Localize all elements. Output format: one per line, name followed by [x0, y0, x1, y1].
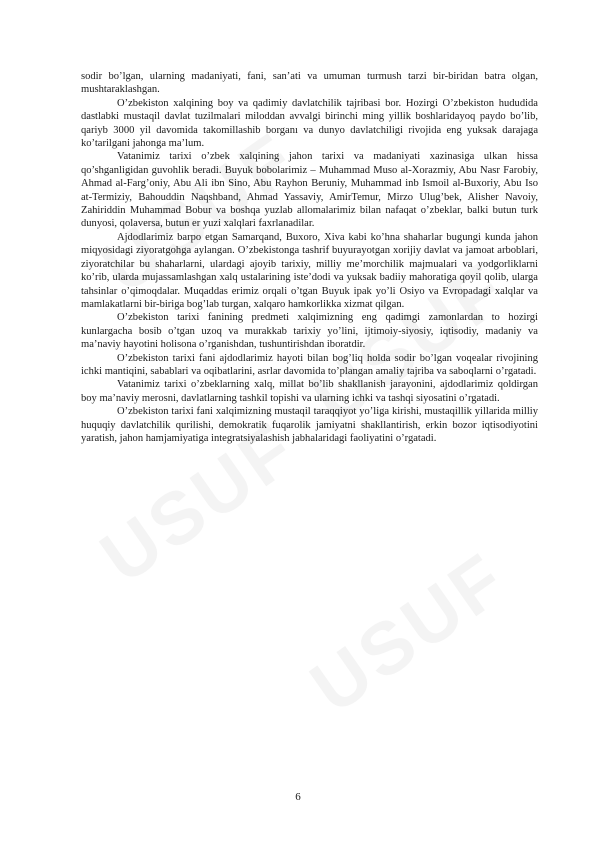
- watermark: [295, 535, 522, 729]
- page-body: [81, 70, 538, 445]
- paragraph: O’zbekiston tarixi fani xalqimizning mustaqil taraqqiyot yo’liga kirishi, mustaqillik yillarida milliy huquqiy davlatchilik qurilishi, demokratik fuqarolik jamiyatni shakllantirish, erkin bozor iqtisodiyotini yaratish, jahon hamjamiyatiga integratsiyalashish jabhalaridagi faoliyatini o’rgatadi.: [81, 406, 538, 444]
- paragraph: O’zbekiston xalqining boy va qadimiy davlatchilik tajribasi bor. Hozirgi O’zbekiston hududida dastlabki mustaqil davlat tuzilmalari miloddan avvalgi birinchi ming yillik boshlaridayoq paydo bo’lib, qariyb 3000 yil davomida takomillashib borganı va dunyo davlatchiligi rivojida eng yuksak darajaga ko’tarilgani jahonga ma’lum.: [81, 97, 538, 150]
- paragraph: sodir bo’lgan, ularning madaniyati, fani, san’ati va umuman turmush tarzi bir-biridan batra olgan, mushtaraklashgan.: [81, 71, 538, 96]
- paragraph: O’zbekiston tarixi fani ajdodlarimiz hayoti bilan bog’liq holda sodir bo’lgan voqealar rivojining ichki mantiqini, sabablari va oqibatlarini, asrlar davomida to’plangan amaliy tajriba va saboqlarni o’rgatadi.: [81, 352, 538, 377]
- paragraph: Ajdodlarimiz barpo etgan Samarqand, Buxoro, Xiva kabi ko’hna shaharlar bugungi kunda jahon miqyosidagi ziyoratgohga aylangan. O’zbekistonga tashrif buyurayotgan xorijiy davlat va jamoat arboblari, ziyoratchilar bu shaharlarni, ulardagi ajoyib tarixiy, milliy me’morchilik majmualari va yodgorliklarni ko’rib, ularda mujassamlashgan xalq ustalarining iste’dodi va yuksak badiiy mahoratiga qoyil qolib, ularga tahsinlar o’qimoqdalar. Muqaddas erimiz orqali o’tgan Buyuk ipak yo’li Osiyo va Evropadagi xalqlar va mamlakatlarni bir-biriga bog’lab turgan, xalqaro hamkorlikka xizmat qilgan.: [81, 231, 538, 310]
- page-number: 6: [295, 791, 301, 803]
- paragraph: Vatanimiz tarixi o’zbeklarning xalq, millat bo’lib shakllanish jarayonini, ajdodlarimiz qoldirgan boy ma’naviy merosni, davlatlarning tashkil topishi va ularning ichki va tashqi siyosatini o’rgatadi.: [81, 379, 538, 404]
- paragraph: Vatanimiz tarixi o’zbek xalqining jahon tarixi va madaniyati xazinasiga ulkan hissa qo’shganligidan guvohlik beradi. Buyuk bobolarimiz – Muhammad Muso al-Xorazmiy, Abu Nasr Farobiy, Ahmad al-Farg’oniy, Abu Ali ibn Sino, Abu Rayhon Beruniy, Muhammad inb Ismoil al-Buxoriy, Abu Iso at-Termiziy, Bahouddin Naqshband, Ahmad Yassaviy, AmirTemur, Mirzo Ulug’bek, Alisher Navoiy, Zahiriddin Muhammad Bobur va boshqa yuzlab allomalarimiz bilan nafaqat o’zbeklar, balki butun turk dunyosi, qolaversa, butun er yuzi xalqlari faxrlanadilar.: [81, 151, 538, 230]
- paragraph: O’zbekiston tarixi fanining predmeti xalqimizning eng qadimgi zamonlardan to hozirgi kunlargacha bosib o’tgan uzoq va murakkab tarixiy yo’lini, ijtimoiy-siyosiy, iqtisodiy, madaniy va ma’naviy hayotini holisona o’rganishdan, tushuntirishdan iboratdir.: [81, 312, 538, 351]
